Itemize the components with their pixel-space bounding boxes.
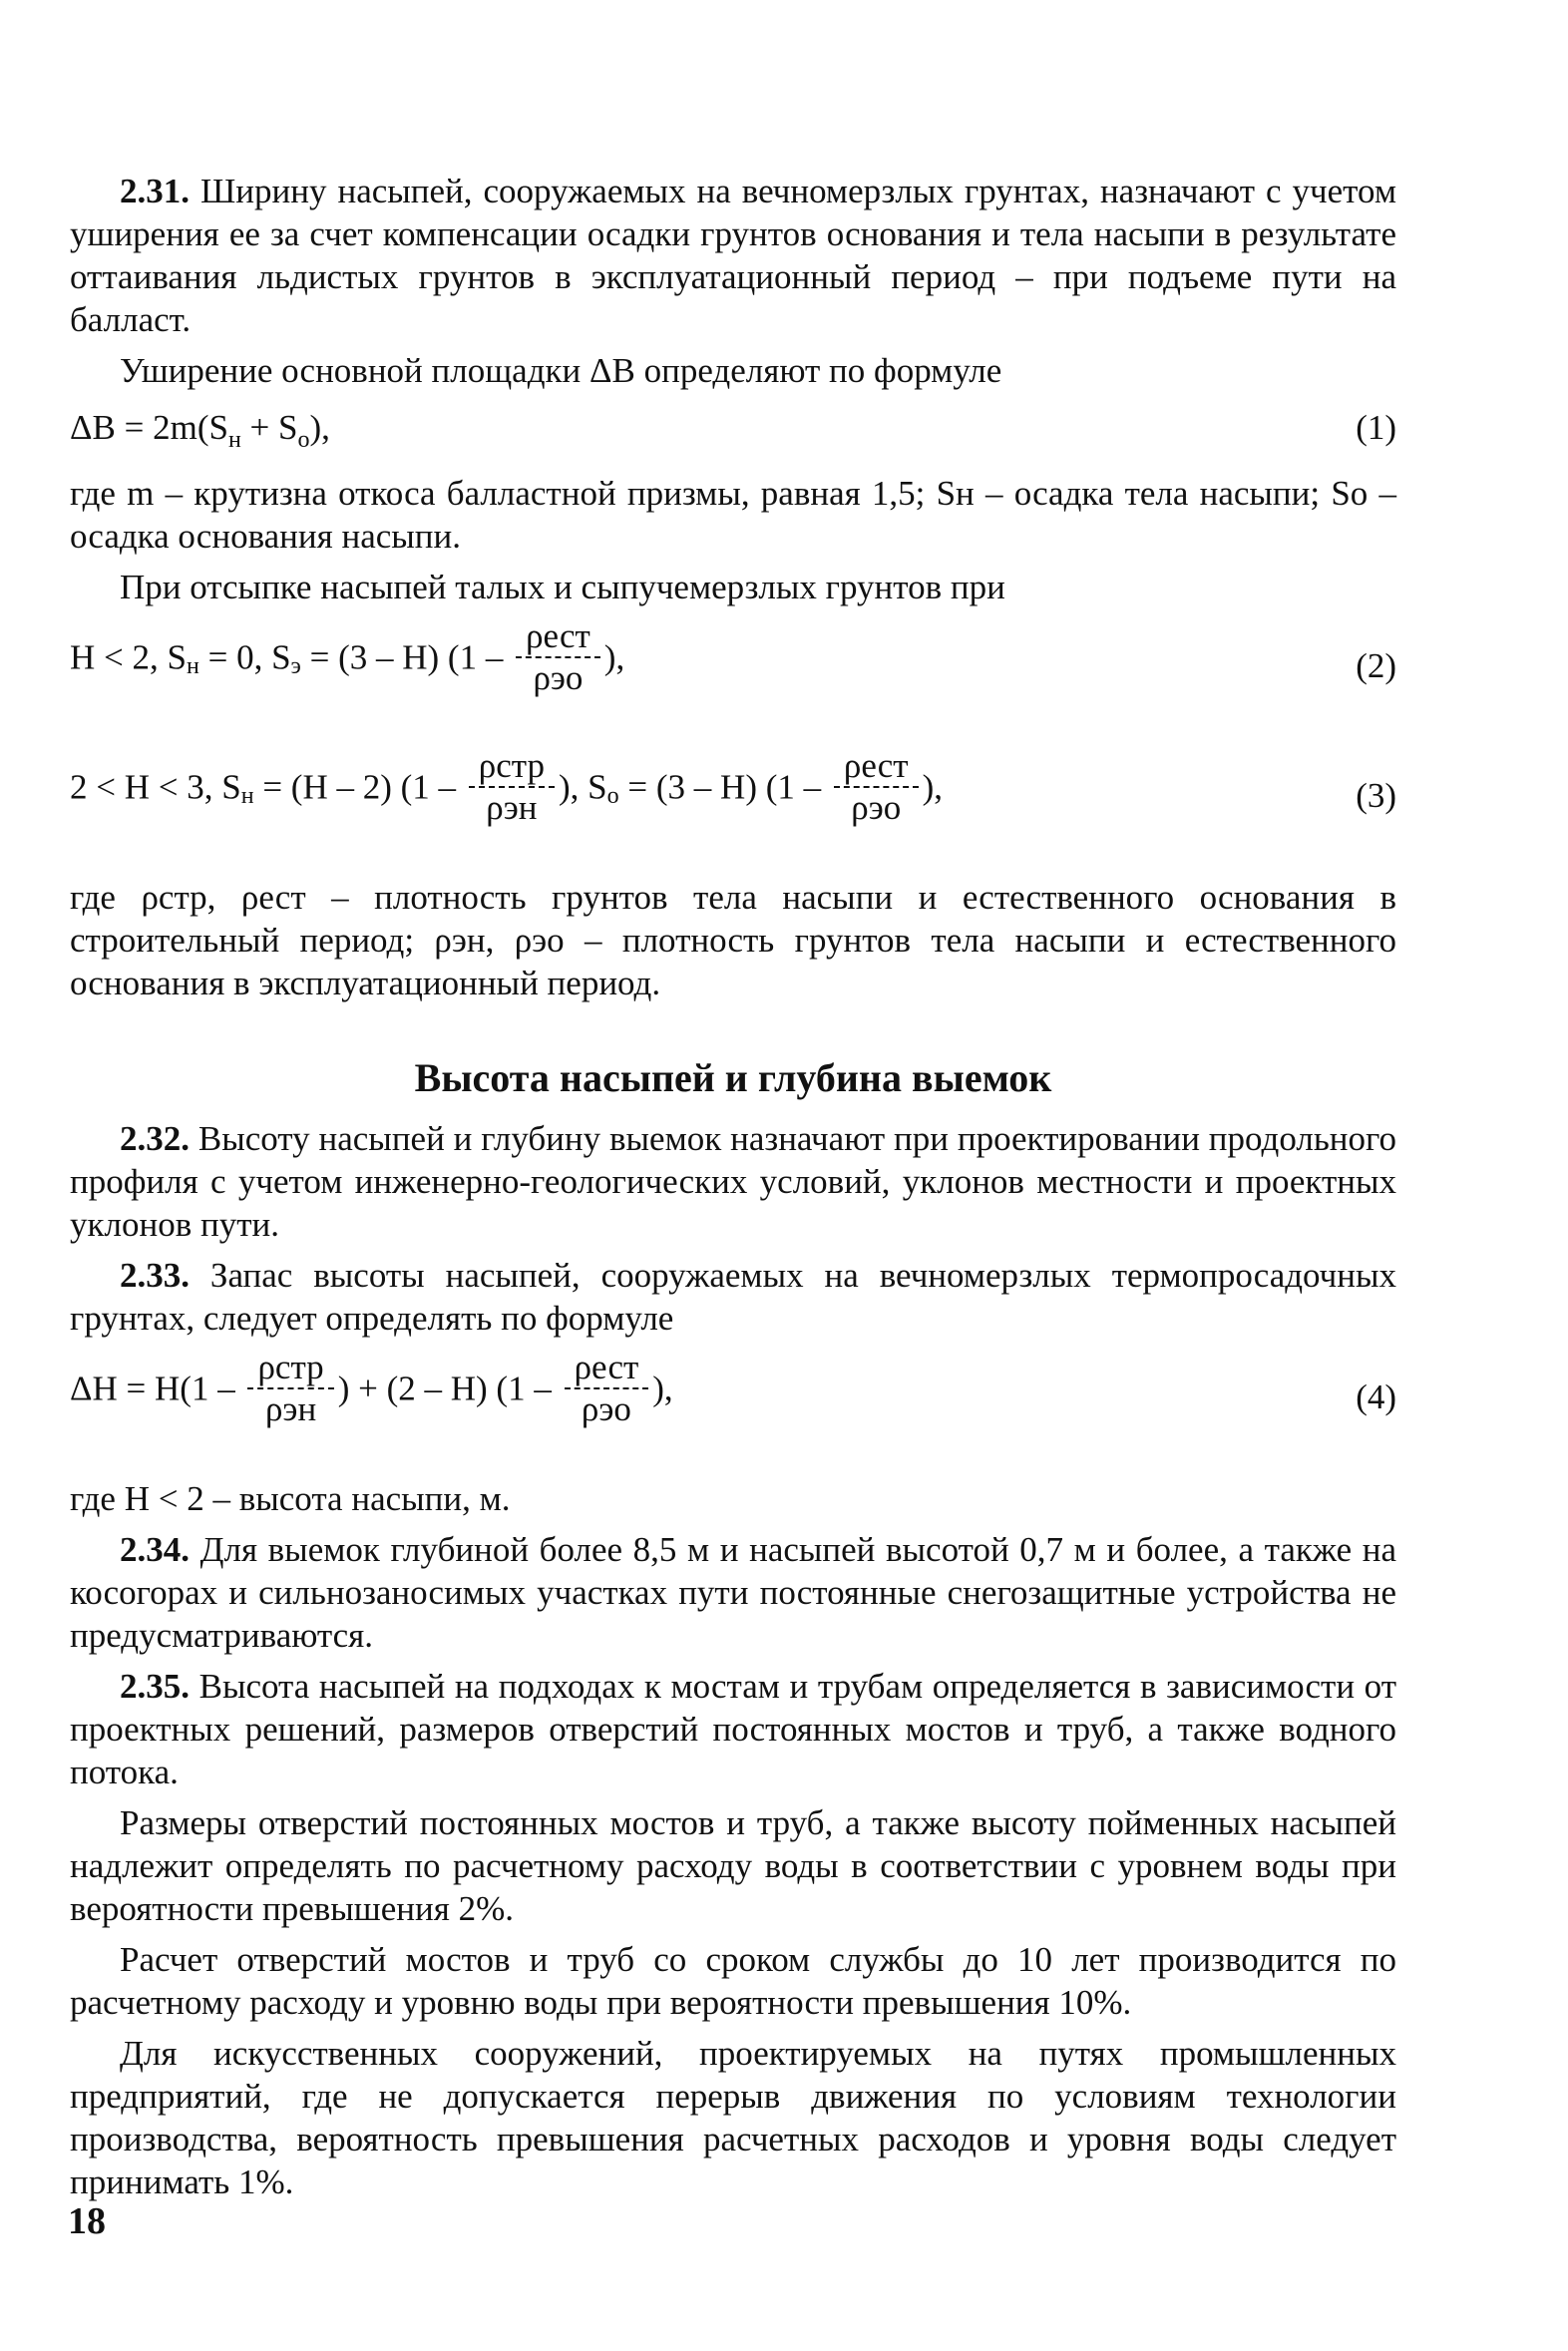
paragraph-2-32 <box>70 1117 1396 1246</box>
fraction-numerator: ρстр <box>469 746 555 788</box>
paragraph-2-34 <box>70 1528 1396 1657</box>
fraction <box>247 1348 333 1429</box>
formula-text: H < 2, S <box>70 637 187 677</box>
formula-number: (3) <box>1356 776 1396 815</box>
paragraph-widening: Уширение основной площадки ΔB определяют по формуле <box>120 351 1002 390</box>
paragraph-2-33 <box>70 1254 1396 1340</box>
subscript: н <box>227 427 241 453</box>
formula-text: = (3 – H) (1 – <box>618 767 830 807</box>
formula-text: + S <box>240 408 298 447</box>
subscript: о <box>606 783 619 810</box>
formula-4 <box>70 1348 1396 1467</box>
clause-number: 2.34. <box>120 1530 190 1569</box>
clause-number: 2.33. <box>120 1256 190 1295</box>
fraction-numerator: ρест <box>834 746 919 788</box>
subscript: н <box>186 653 199 680</box>
clause-text: Запас высоты насыпей, сооружаемых на вечномерзлых термопросадочных грунтах, следует определять по формуле <box>70 1256 1396 1338</box>
fraction-numerator: ρест <box>516 616 600 658</box>
paragraph-when: При отсыпке насыпей талых и сыпучемерзлых грунтов при <box>120 568 1005 606</box>
subscript: э <box>290 653 301 680</box>
formula-2 <box>70 616 1396 736</box>
formula-4-expression <box>70 1348 673 1429</box>
paragraph-2-35 <box>70 1665 1396 1793</box>
paragraph-artificial-structures: Для искусственных сооружений, проектируемых на путях промышленных предприятий, где не допускается перерыв движения по условиям технологии производства, вероятность превышения расчетных расходов и уровня воды следует принимать 1%. <box>70 2034 1396 2201</box>
fraction-denominator: ρэн <box>486 788 538 827</box>
formula-text: ), <box>652 1369 673 1408</box>
formula-text: ), S <box>559 767 607 807</box>
fraction <box>834 746 919 828</box>
formula-number: (4) <box>1356 1377 1396 1416</box>
formula-1-expression <box>70 406 330 462</box>
paragraph-openings: Размеры отверстий постоянных мостов и труб, а также высоту пойменных насыпей надлежит определять по расчетному расходу воды в соответствии с уровнем воды при вероятности превышения 2%. <box>70 1803 1396 1928</box>
formula-text: ), <box>922 767 943 807</box>
formula-3-expression <box>70 746 943 828</box>
paragraph-where-3: где H < 2 – высота насыпи, м. <box>70 1479 511 1518</box>
paragraph-where-2: где ρстр, ρест – плотность грунтов тела насыпи и естественного основания в строительный период; ρэн, ρэо – плотность грунтов тела насыпи и естественного основания в эксплуатационный период. <box>70 878 1396 1002</box>
formula-number: (1) <box>1356 408 1396 447</box>
fraction <box>516 616 600 698</box>
formula-1 <box>70 400 1396 462</box>
fraction <box>565 1348 649 1429</box>
clause-text: Высоту насыпей и глубину выемок назначают при проектировании продольного профиля с учетом инженерно-геологических условий, уклонов местности и проектных уклонов пути. <box>70 1119 1396 1244</box>
subscript: н <box>240 783 254 810</box>
formula-number: (2) <box>1356 646 1396 685</box>
fraction-denominator: ρэо <box>581 1389 631 1428</box>
fraction <box>469 746 555 828</box>
formula-text: 2 < H < 3, S <box>70 767 241 807</box>
formula-text: = (H – 2) (1 – <box>253 767 465 807</box>
clause-number: 2.31. <box>120 172 190 210</box>
fraction-denominator: ρэо <box>851 788 902 827</box>
formula-text: = 0, S <box>198 637 291 677</box>
formula-text: ), <box>603 637 625 677</box>
clause-text: Ширину насыпей, сооружаемых на вечномерзлых грунтах, назначают с учетом уширения ее за счет компенсации осадки грунтов основания и тела насыпи в результате оттаивания льдистых грунтов в эксплуатационный период – при подъеме пути на балласт. <box>70 172 1396 339</box>
fraction-denominator: ρэн <box>264 1389 317 1428</box>
formula-3 <box>70 746 1396 866</box>
fraction-denominator: ρэо <box>533 658 584 697</box>
clause-text: Для выемок глубиной более 8,5 м и насыпей высотой 0,7 м и более, а также на косогорах и сильнозаносимых участках пути постоянные снегозащитные устройства не предусматриваются. <box>70 1530 1396 1655</box>
clause-text: Высота насыпей на подходах к мостам и трубам определяется в зависимости от проектных решений, размеров отверстий постоянных мостов и труб, а также водного потока. <box>70 1667 1396 1791</box>
formula-text: ΔH = H(1 – <box>70 1369 244 1408</box>
formula-text: = (3 – H) (1 – <box>300 637 513 677</box>
formula-text: ΔB = 2m(S <box>70 408 228 447</box>
page-number: 18 <box>68 2200 106 2242</box>
formula-text: ) + (2 – H) (1 – <box>337 1369 561 1408</box>
section-heading: Высота насыпей и глубина выемок <box>414 1055 1052 1100</box>
formula-2-expression <box>70 616 624 698</box>
subscript: о <box>297 427 310 453</box>
formula-text: ), <box>309 408 330 447</box>
clause-number: 2.35. <box>120 1667 190 1706</box>
page-body <box>70 170 1396 2211</box>
clause-number: 2.32. <box>120 1119 190 1158</box>
paragraph-where-1: где m – крутизна откоса балластной призмы, равная 1,5; Sн – осадка тела насыпи; Sо – осадка основания насыпи. <box>70 474 1396 556</box>
paragraph-2-31 <box>70 170 1396 341</box>
fraction-numerator: ρест <box>565 1348 649 1389</box>
fraction-numerator: ρстр <box>247 1348 333 1389</box>
paragraph-calculation: Расчет отверстий мостов и труб со сроком службы до 10 лет производится по расчетному расходу и уровню воды при вероятности превышения 10%. <box>70 1940 1396 2022</box>
